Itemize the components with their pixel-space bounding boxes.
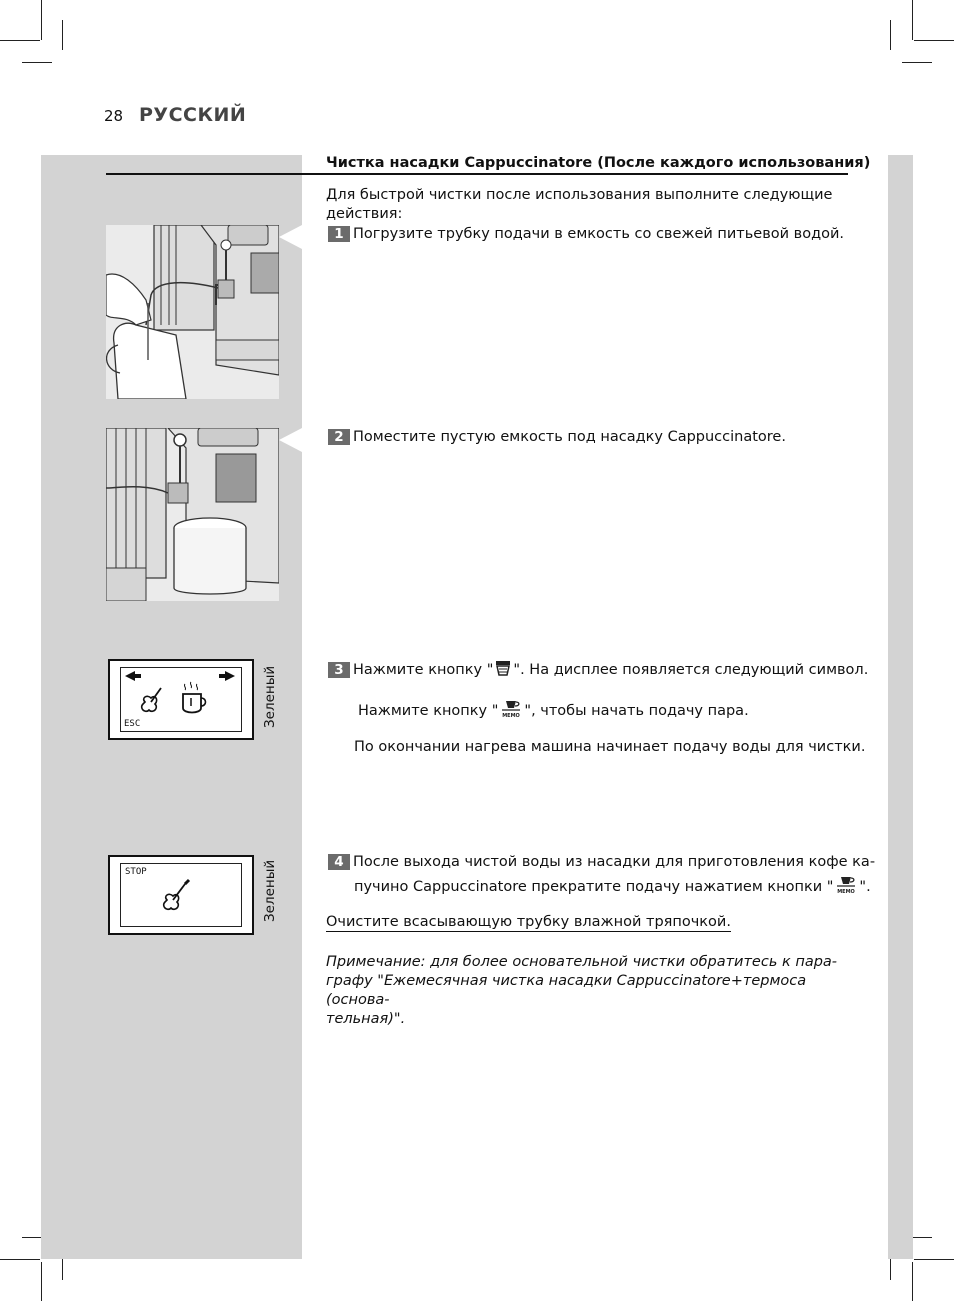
clean-tube-text xyxy=(326,913,731,932)
display-color-label: Зеленый xyxy=(262,859,278,922)
step-text: После выхода чистой воды из насадки для приготовления кофе ка- xyxy=(353,854,876,870)
step-text: Поместите пустую емкость под насадку Cappuccinatore. xyxy=(353,429,786,445)
display-screen-stop xyxy=(108,855,254,935)
step-text: ", чтобы начать подачу пара. xyxy=(524,703,749,719)
step-text: Нажмите кнопку " xyxy=(358,703,499,719)
step-text: Нажмите кнопку " xyxy=(353,662,494,678)
crop-mark xyxy=(902,62,932,63)
step-text: ". На дисплее появляется следующий символ. xyxy=(513,662,869,678)
display-screen-steam xyxy=(108,659,254,740)
title-divider xyxy=(106,173,848,175)
section-title: Чистка насадки Cappuccinatore (После каждого использования) xyxy=(326,155,871,171)
clean-tube-label: Очистите всасывающую трубку влажной тряпочкой. xyxy=(326,914,731,930)
cup-memo-icon xyxy=(498,698,524,718)
intro-text: Для быстрой чистки после использования выполните следующие действия: xyxy=(326,187,833,222)
crop-mark xyxy=(914,1259,954,1260)
display-inner xyxy=(120,667,242,732)
display-inner xyxy=(120,863,242,927)
step-3-sub-2: По окончании нагрева машина начинает подачу воды для чистки. xyxy=(354,739,866,755)
crop-mark xyxy=(912,0,913,40)
step-number: 1 xyxy=(328,226,350,242)
step-4 xyxy=(328,853,876,872)
step-text: пучино Cappuccinatore прекратите подачу нажатием кнопки " xyxy=(354,879,834,895)
memo-label: MEMO xyxy=(502,713,521,718)
crop-mark xyxy=(890,20,891,50)
display-color-label: Зеленый xyxy=(262,665,278,728)
note-block xyxy=(326,953,846,1029)
note-line: тельная)". xyxy=(326,1011,406,1027)
step-number: 2 xyxy=(328,429,350,445)
step-3 xyxy=(328,659,869,680)
step-text: ". xyxy=(859,879,871,895)
illustration-milk-jug-immersion xyxy=(106,225,279,399)
step-2 xyxy=(328,428,848,447)
language-heading: РУССКИЙ xyxy=(139,104,247,126)
crop-mark xyxy=(0,1259,40,1260)
pointer-triangle xyxy=(279,225,303,249)
step-number: 3 xyxy=(328,662,350,678)
crop-mark xyxy=(912,1262,913,1301)
step-number: 4 xyxy=(328,854,350,870)
esc-label: ESC xyxy=(124,719,141,729)
step-3-sub-1 xyxy=(358,698,749,721)
crop-mark xyxy=(41,0,42,40)
crop-mark xyxy=(62,20,63,50)
crop-mark xyxy=(41,1262,42,1301)
memo-label: MEMO xyxy=(837,889,856,894)
right-margin-panel xyxy=(888,155,913,1259)
note-line: графу "Ежемесячная чистка насадки Cappuccinatore+термоса (основа- xyxy=(326,973,807,1008)
step-text: Погрузите трубку подачи в емкость со свежей питьевой водой. xyxy=(353,226,845,242)
crop-mark xyxy=(22,62,52,63)
page-number: 28 xyxy=(104,107,124,125)
step-4-line-2 xyxy=(354,874,871,897)
crop-mark xyxy=(0,40,40,41)
illustration-empty-container xyxy=(106,428,279,601)
coffee-maker-button-icon xyxy=(493,659,513,677)
step-1 xyxy=(328,225,848,244)
note-line: Примечание: для более основательной чистки обратитесь к пара- xyxy=(326,954,838,970)
crop-mark xyxy=(914,40,954,41)
cup-memo-icon xyxy=(833,874,859,894)
stop-label: STOP xyxy=(125,867,147,877)
pointer-triangle xyxy=(279,428,303,452)
